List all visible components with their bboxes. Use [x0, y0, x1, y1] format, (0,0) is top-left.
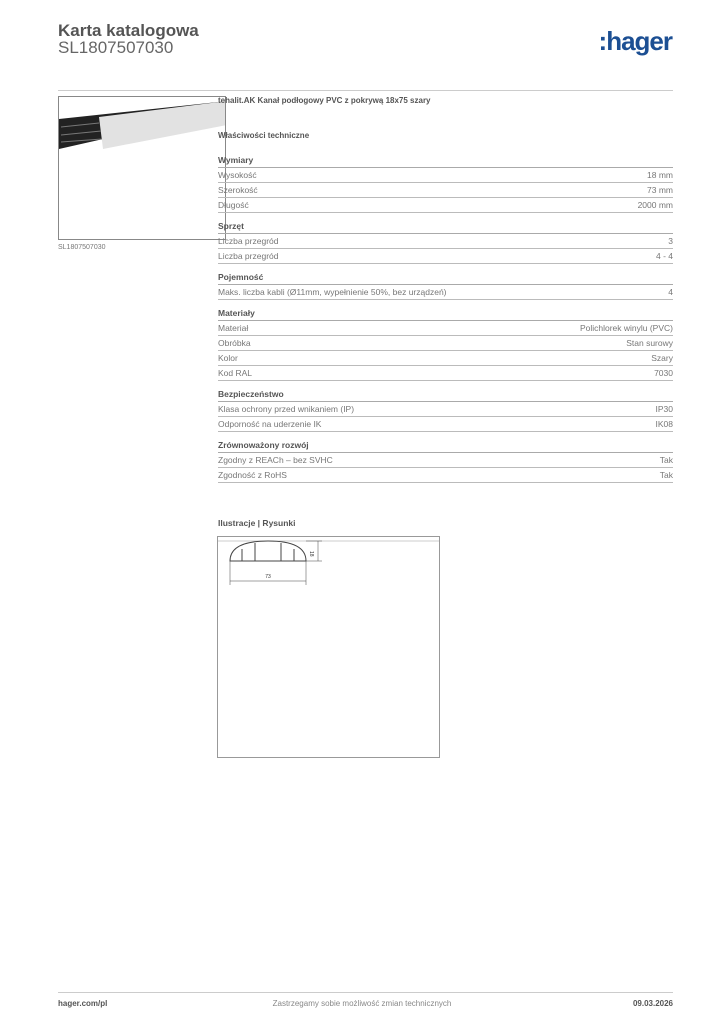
spec-row [218, 402, 673, 417]
spec-label: Zgodność z RoHS [218, 470, 287, 480]
spec-row [218, 336, 673, 351]
spec-label: Długość [218, 200, 249, 210]
spec-row [218, 321, 673, 336]
illustration-heading: Ilustracje | Rysunki [218, 518, 296, 528]
spec-value: Polichlorek winylu (PVC) [579, 323, 673, 333]
spec-label: Obróbka [218, 338, 251, 348]
spec-value: 73 mm [647, 185, 673, 195]
spec-row [218, 234, 673, 249]
section-heading: Pojemność [218, 272, 673, 285]
spec-label: Materiał [218, 323, 249, 333]
spec-label: Kod RAL [218, 368, 253, 378]
footer-divider [58, 992, 673, 993]
spec-label: Liczba przegród [218, 236, 279, 246]
spec-row [218, 285, 673, 300]
product-name: tehalit.AK Kanał podłogowy PVC z pokrywą 18x75 szary [218, 96, 431, 105]
spec-row [218, 468, 673, 483]
spec-label: Wysokość [218, 170, 257, 180]
width-dimension: 73 [265, 574, 271, 580]
hager-logo: :hager [598, 26, 672, 56]
spec-value: IK08 [655, 419, 673, 429]
spec-label: Odporność na uderzenie IK [218, 419, 322, 429]
spec-row [218, 453, 673, 468]
spec-value: Szary [651, 353, 673, 363]
properties-heading: Właściwości techniczne [218, 131, 310, 140]
spec-value: 3 [668, 236, 673, 246]
spec-row [218, 183, 673, 198]
spec-label: Zgodny z REACh – bez SVHC [218, 455, 333, 465]
header-divider [58, 90, 673, 91]
height-dimension: 18 [308, 551, 314, 557]
spec-label: Maks. liczba kabli (Ø11mm, wypełnienie 50%, bez urządzeń) [218, 287, 447, 297]
section-heading: Sprzęt [218, 221, 673, 234]
spec-value: 4 [668, 287, 673, 297]
spec-value: 4 - 4 [655, 251, 673, 261]
image-caption: SL1807507030 [58, 244, 106, 251]
spec-value: Stan surowy [626, 338, 673, 348]
footer-date: 09.03.2026 [632, 999, 673, 1008]
spec-row [218, 351, 673, 366]
product-image [58, 96, 226, 240]
spec-label: Szerokość [218, 185, 258, 195]
section-heading: Wymiary [218, 155, 673, 168]
section-heading: Materiały [218, 308, 673, 321]
spec-row [218, 366, 673, 381]
spec-row [218, 249, 673, 264]
section-heading: Zrównoważony rozwój [218, 440, 673, 453]
product-code: SL1807507030 [58, 38, 174, 57]
spec-value: 2000 mm [637, 200, 673, 210]
spec-row [218, 168, 673, 183]
spec-row [218, 198, 673, 213]
spec-row [218, 417, 673, 432]
spec-value: IP30 [655, 404, 673, 414]
cross-section-drawing [218, 537, 439, 757]
section-heading: Bezpieczeństwo [218, 389, 673, 402]
spec-label: Liczba przegród [218, 251, 279, 261]
spec-value: 7030 [654, 368, 673, 378]
page-title: Karta katalogowa [58, 21, 199, 40]
spec-label: Kolor [218, 353, 238, 363]
spec-value: 18 mm [647, 170, 673, 180]
footer-website-link[interactable]: hager.com/pl [58, 999, 108, 1008]
illustration-box [217, 536, 440, 758]
spec-value: Tak [659, 455, 673, 465]
footer-disclaimer: Zastrzegamy sobie możliwość zmian technicznych [272, 999, 452, 1008]
spec-table [218, 155, 673, 483]
spec-label: Klasa ochrony przed wnikaniem (IP) [218, 404, 355, 414]
spec-value: Tak [659, 470, 673, 480]
